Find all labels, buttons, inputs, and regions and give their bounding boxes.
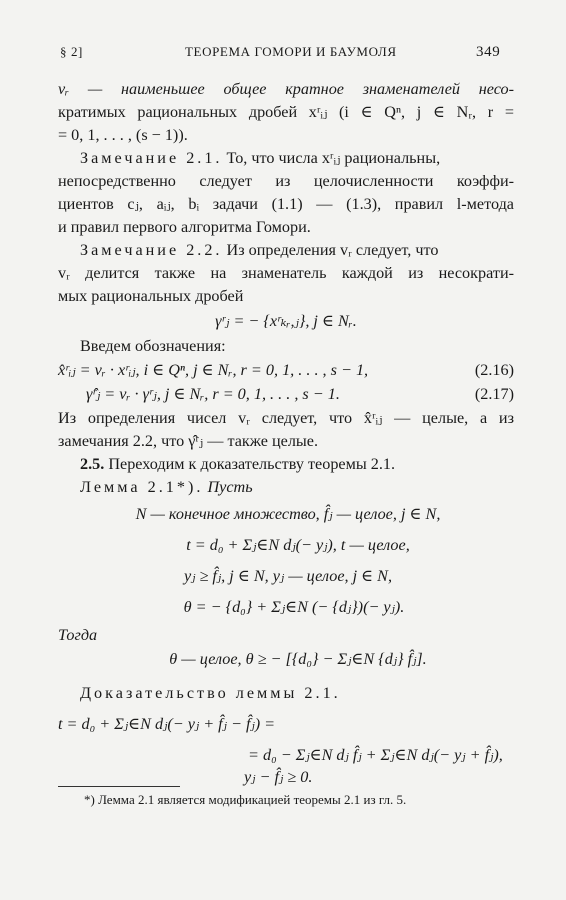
proof-heading: Доказательство леммы 2.1.	[80, 684, 341, 702]
text-line: мых рациональных дробей	[58, 287, 244, 305]
formula-line: θ — целое, θ ≥ − [{d₀} − Σⱼ∈N {dⱼ} f̂ⱼ].	[169, 650, 427, 668]
equation-number: (2.16)	[474, 361, 514, 379]
formula-body: γ̂ʳⱼ = vᵣ · γʳⱼ, j ∈ Nᵣ, r = 0, 1, . . . , s − 1.	[86, 385, 340, 403]
text-line: vᵣ — наименьшее общее кратное знаменателей несо-	[58, 80, 514, 98]
subsection-2-5	[80, 455, 514, 474]
formula-line: t = d₀ + Σⱼ∈N dⱼ(− yⱼ + f̂ⱼ − f̂ⱼ) =	[58, 715, 276, 733]
footnote-rule	[58, 786, 180, 787]
remark-text: Из определения vᵣ следует, что	[226, 241, 439, 259]
text-line: кратимых рациональных дробей xʳᵢⱼ (i ∈ Qⁿ, j ∈ Nᵣ, r =	[58, 103, 514, 121]
lemma-heading	[80, 478, 514, 497]
equation-number: (2.17)	[474, 385, 514, 403]
text-line: vᵣ делится также на знаменатель каждой из несократи-	[58, 264, 514, 282]
text-line: замечания 2.2, что γ̂ʳⱼ — также целые.	[58, 432, 319, 450]
remark-label: Замечание 2.1.	[80, 149, 223, 167]
formula-line: yⱼ ≥ f̂ⱼ, j ∈ N, yⱼ — целое, j ∈ N,	[183, 567, 393, 585]
formula-gamma: γʳⱼ = − {xʳₖᵣ,ⱼ}, j ∈ Nᵣ.	[215, 312, 357, 330]
page-number: 349	[476, 44, 501, 60]
running-title: ТЕОРЕМА ГОМОРИ И БАУМОЛЯ	[185, 44, 397, 59]
remark-text: То, что числа xʳᵢⱼ рациональны,	[226, 149, 441, 167]
lemma-text: Пусть	[207, 478, 253, 496]
remark-2-2	[80, 241, 514, 260]
subsection-number: 2.5.	[80, 455, 105, 473]
text-line: циентов cⱼ, aᵢⱼ, bᵢ задачи (1.1) — (1.3), правил l-метода	[58, 195, 514, 213]
subsection-text: Переходим к доказательству теоремы 2.1.	[108, 455, 396, 473]
text-line: = 0, 1, . . . , (s − 1)).	[58, 126, 188, 144]
footnote: *) Лемма 2.1 является модификацией теоремы 2.1 из гл. 5.	[84, 792, 407, 807]
formula-line: yⱼ − f̂ⱼ ≥ 0.	[244, 768, 313, 786]
formula-line: = d₀ − Σⱼ∈N dⱼ f̂ⱼ + Σⱼ∈N dⱼ(− yⱼ + f̂ⱼ),	[248, 746, 503, 764]
formula-2-16	[58, 361, 514, 380]
formula-body: x̂ʳᵢⱼ = vᵣ · xʳᵢⱼ, i ∈ Qⁿ, j ∈ Nᵣ, r = 0, 1, . . . , s − 1,	[58, 361, 369, 379]
remark-label: Замечание 2.2.	[80, 241, 223, 259]
section-marker: § 2]	[60, 44, 83, 59]
text-line: Из определения чисел vᵣ следует, что x̂ʳᵢⱼ — целые, а из	[58, 409, 514, 427]
remark-2-1	[80, 149, 514, 168]
lemma-label: Лемма 2.1*).	[80, 478, 204, 496]
then-label: Тогда	[58, 626, 98, 644]
text-line: Введем обозначения:	[80, 337, 226, 355]
formula-line: t = d₀ + Σⱼ∈N dⱼ(− yⱼ), t — целое,	[186, 536, 410, 554]
text-line: непосредственно следует из целочисленности коэффи-	[58, 172, 514, 190]
text-line: и правил первого алгоритма Гомори.	[58, 218, 311, 236]
formula-line: θ = − {d₀} + Σⱼ∈N (− {dⱼ})(− yⱼ).	[183, 598, 405, 616]
formula-line: N — конечное множество, f̂ⱼ — целое, j ∈ N,	[135, 505, 441, 523]
formula-2-17	[58, 385, 514, 404]
